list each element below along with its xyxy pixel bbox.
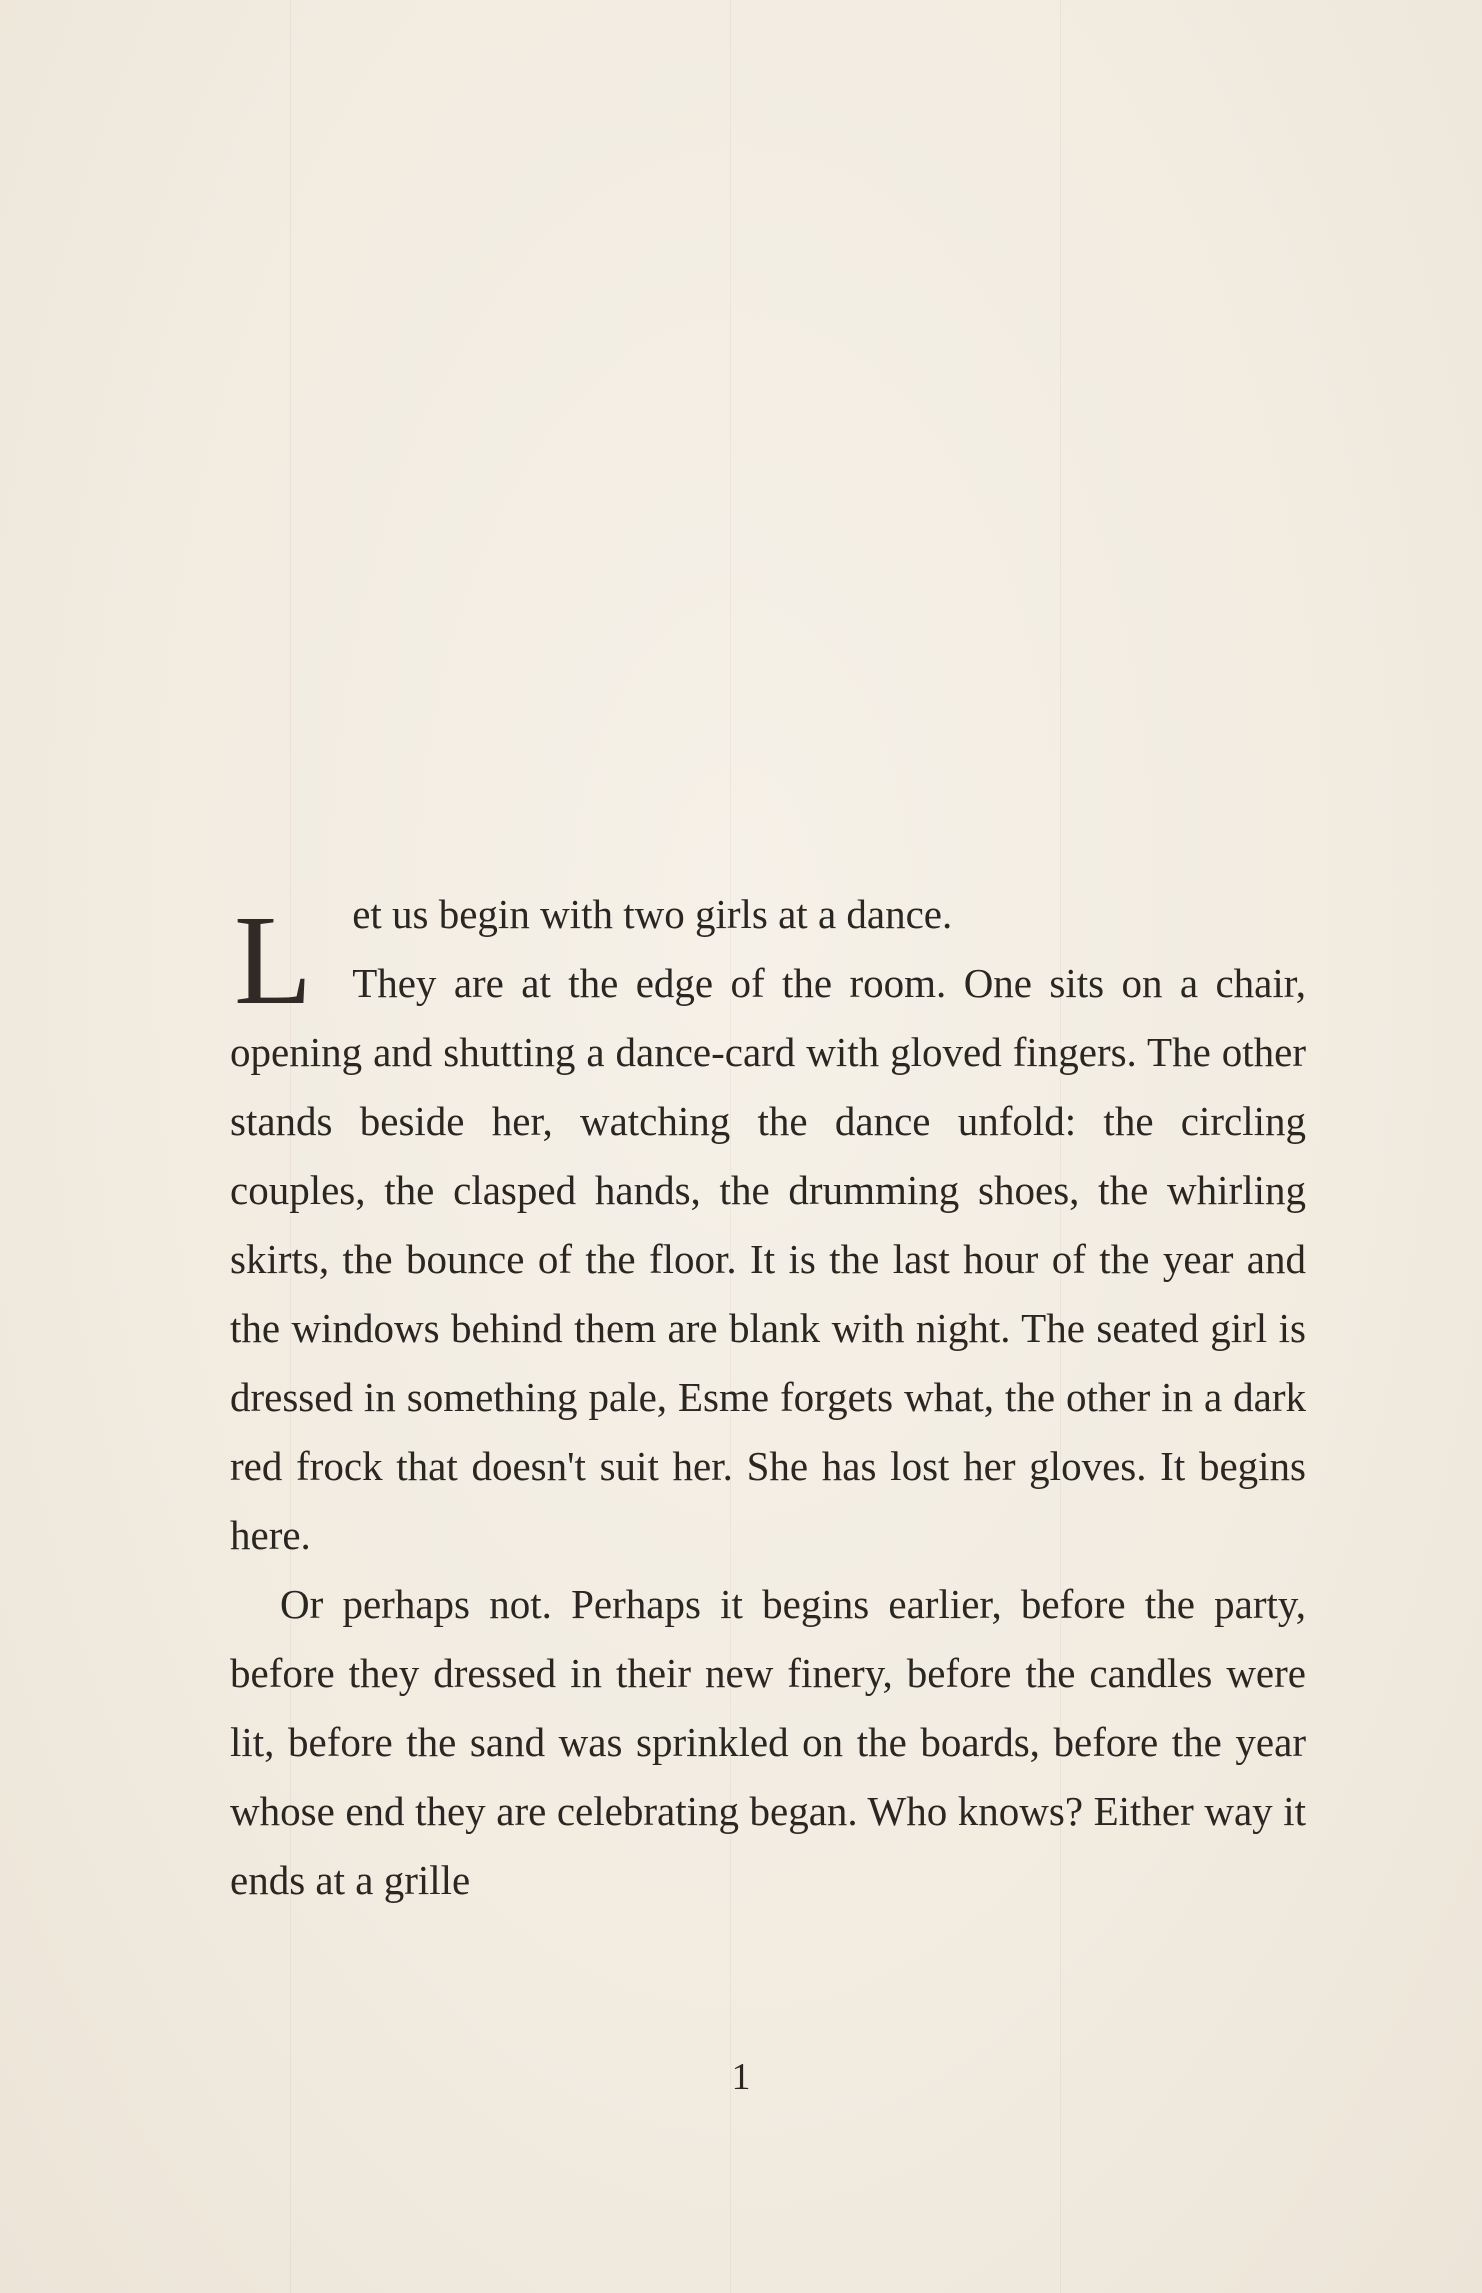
second-paragraph: They are at the edge of the room. One sits on a chair, opening and shutting a dance-card with gloved fingers. The other stands beside her, watching the dance unfold: the circling couples, the clasped hands, the drumming shoes, the whirling skirts, the bounce of the floor. It is the last hour of the year and the windows behind them are blank with night. The seated girl is dressed in something pale, Esme forgets what, the other in a dark red frock that doesn't suit her. She has lost her gloves. It begins here. [230, 960, 1306, 1558]
opening-paragraph [230, 880, 1306, 1570]
body-text [230, 880, 1306, 1915]
drop-cap: L [234, 889, 313, 1031]
third-paragraph: Or perhaps not. Perhaps it begins earlier, before the party, before they dressed in their new finery, before the candles were lit, before the sand was sprinkled on the boards, before the year whose end they are celebrating began. Who knows? Either way it ends at a grille [230, 1581, 1306, 1903]
page-number: 1 [731, 2056, 751, 2098]
first-paragraph: et us begin with two girls at a dance. [352, 891, 953, 937]
